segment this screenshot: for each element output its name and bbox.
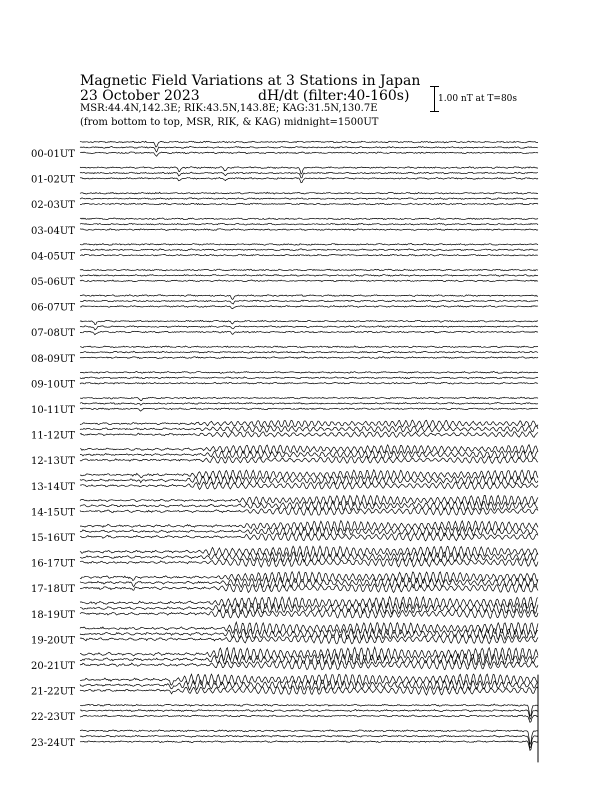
trace-KAG bbox=[80, 320, 538, 324]
hour-row-13-14UT bbox=[31, 470, 538, 493]
station-coordinates: MSR:44.4N,142.3E; RIK:43.5N,143.8E; KAG:31.5N,130.7E bbox=[80, 103, 378, 114]
quantity-text: dH/dt (filter:40-160s) bbox=[258, 88, 410, 104]
trace-RIK bbox=[80, 275, 538, 277]
hour-label: 15-16UT bbox=[31, 533, 75, 544]
hour-label: 20-21UT bbox=[31, 661, 75, 672]
hour-label: 19-20UT bbox=[31, 635, 75, 647]
trace-MSR bbox=[80, 382, 538, 384]
hour-label: 11-12UT bbox=[31, 430, 75, 442]
hour-row-12-13UT bbox=[31, 445, 538, 468]
trace-KAG bbox=[80, 572, 538, 584]
trace-MSR bbox=[80, 178, 538, 183]
trace-RIK bbox=[80, 172, 538, 178]
hour-label: 17-18UT bbox=[31, 584, 75, 596]
trace-RIK bbox=[80, 249, 538, 251]
trace-RIK bbox=[80, 476, 538, 485]
trace-RIK bbox=[80, 147, 538, 153]
trace-KAG bbox=[80, 192, 538, 194]
hour-label: 00-01UT bbox=[31, 149, 75, 160]
hour-label: 02-03UT bbox=[31, 200, 75, 212]
trace-RIK bbox=[80, 198, 538, 200]
hour-row-20-21UT bbox=[31, 647, 538, 672]
trace-MSR bbox=[80, 357, 538, 359]
trace-RIK bbox=[80, 223, 538, 225]
trace-MSR bbox=[80, 584, 538, 593]
hour-row-07-08UT bbox=[31, 320, 538, 339]
trace-KAG bbox=[80, 218, 538, 220]
hour-row-17-18UT bbox=[31, 572, 538, 596]
hour-label: 23-24UT bbox=[31, 737, 75, 749]
trace-KAG bbox=[80, 597, 538, 609]
hour-label: 12-13UT bbox=[31, 456, 75, 468]
trace-KAG bbox=[80, 495, 538, 505]
hour-row-06-07UT bbox=[31, 295, 538, 314]
trace-MSR bbox=[80, 482, 538, 490]
trace-KAG bbox=[80, 420, 538, 427]
hour-label: 09-10UT bbox=[31, 379, 75, 391]
hour-label: 05-06UT bbox=[31, 277, 75, 288]
trace-MSR bbox=[80, 715, 538, 722]
trace-KAG bbox=[80, 521, 538, 532]
hour-label: 14-15UT bbox=[31, 507, 75, 519]
trace-RIK bbox=[80, 552, 538, 562]
trace-MSR bbox=[80, 152, 538, 156]
hour-row-22-23UT bbox=[31, 704, 538, 723]
hour-label: 18-19UT bbox=[31, 609, 75, 621]
trace-RIK bbox=[80, 527, 538, 536]
trace-KAG bbox=[80, 244, 538, 246]
hour-row-23-24UT bbox=[31, 730, 538, 751]
trace-MSR bbox=[80, 431, 538, 437]
station-order-note: (from bottom to top, MSR, RIK, & KAG) midnight=1500UT bbox=[80, 117, 379, 128]
hour-row-02-03UT bbox=[31, 192, 538, 211]
hour-label: 22-23UT bbox=[31, 712, 75, 724]
hour-row-16-17UT bbox=[31, 546, 538, 570]
trace-MSR bbox=[80, 741, 538, 751]
trace-RIK bbox=[80, 377, 538, 379]
hour-row-21-22UT bbox=[31, 674, 538, 698]
trace-KAG bbox=[80, 372, 538, 374]
hour-label: 13-14UT bbox=[31, 481, 75, 493]
trace-MSR bbox=[80, 254, 538, 256]
trace-RIK bbox=[80, 710, 538, 720]
hour-row-09-10UT bbox=[31, 372, 538, 391]
scale-label: 1.00 nT at T=80s bbox=[438, 94, 518, 104]
hour-label: 16-17UT bbox=[31, 558, 75, 570]
trace-MSR bbox=[80, 306, 538, 309]
trace-MSR bbox=[80, 609, 538, 619]
trace-RIK bbox=[80, 451, 538, 459]
hour-row-03-04UT bbox=[31, 218, 538, 237]
hour-row-00-01UT bbox=[31, 141, 538, 160]
hour-label: 08-09UT bbox=[31, 353, 75, 365]
hour-row-18-19UT bbox=[31, 597, 538, 621]
hour-label: 04-05UT bbox=[31, 251, 75, 263]
hour-label: 10-11UT bbox=[31, 405, 75, 416]
hour-row-10-11UT bbox=[31, 397, 538, 416]
trace-MSR bbox=[80, 280, 538, 282]
trace-RIK bbox=[80, 654, 538, 666]
hour-label: 01-02UT bbox=[31, 174, 75, 186]
hour-row-14-15UT bbox=[31, 495, 538, 518]
trace-RIK bbox=[80, 426, 538, 433]
trace-MSR bbox=[80, 229, 538, 231]
trace-RIK bbox=[80, 351, 538, 353]
trace-RIK bbox=[80, 300, 538, 304]
hour-row-19-20UT bbox=[31, 622, 538, 646]
date-text: 23 October 2023 bbox=[80, 88, 200, 104]
hour-row-04-05UT bbox=[31, 244, 538, 263]
trace-MSR bbox=[80, 203, 538, 205]
trace-MSR bbox=[80, 660, 538, 670]
trace-KAG bbox=[80, 674, 538, 686]
trace-RIK bbox=[80, 403, 538, 406]
chart-title: Magnetic Field Variations at 3 Stations in Japan bbox=[80, 73, 421, 89]
hour-row-15-16UT bbox=[31, 521, 538, 544]
trace-RIK bbox=[80, 326, 538, 330]
trace-MSR bbox=[80, 558, 538, 567]
trace-KAG bbox=[80, 141, 538, 147]
hour-row-05-06UT bbox=[31, 269, 538, 288]
trace-MSR bbox=[80, 456, 538, 463]
hour-row-01-02UT bbox=[31, 167, 538, 186]
trace-KAG bbox=[80, 346, 538, 348]
hour-label: 07-08UT bbox=[31, 328, 75, 340]
hour-row-08-09UT bbox=[31, 346, 538, 365]
hour-row-11-12UT bbox=[31, 420, 538, 442]
trace-MSR bbox=[80, 331, 538, 335]
hour-label: 21-22UT bbox=[31, 686, 75, 698]
trace-KAG bbox=[80, 397, 538, 401]
trace-RIK bbox=[80, 577, 538, 588]
hour-label: 03-04UT bbox=[31, 225, 75, 237]
trace-RIK bbox=[80, 629, 538, 640]
hour-label: 06-07UT bbox=[31, 302, 75, 314]
trace-KAG bbox=[80, 269, 538, 271]
trace-KAG bbox=[80, 295, 538, 300]
trace-MSR bbox=[80, 408, 538, 411]
trace-KAG bbox=[80, 445, 538, 454]
trace-KAG bbox=[80, 546, 538, 557]
trace-MSR bbox=[80, 634, 538, 644]
